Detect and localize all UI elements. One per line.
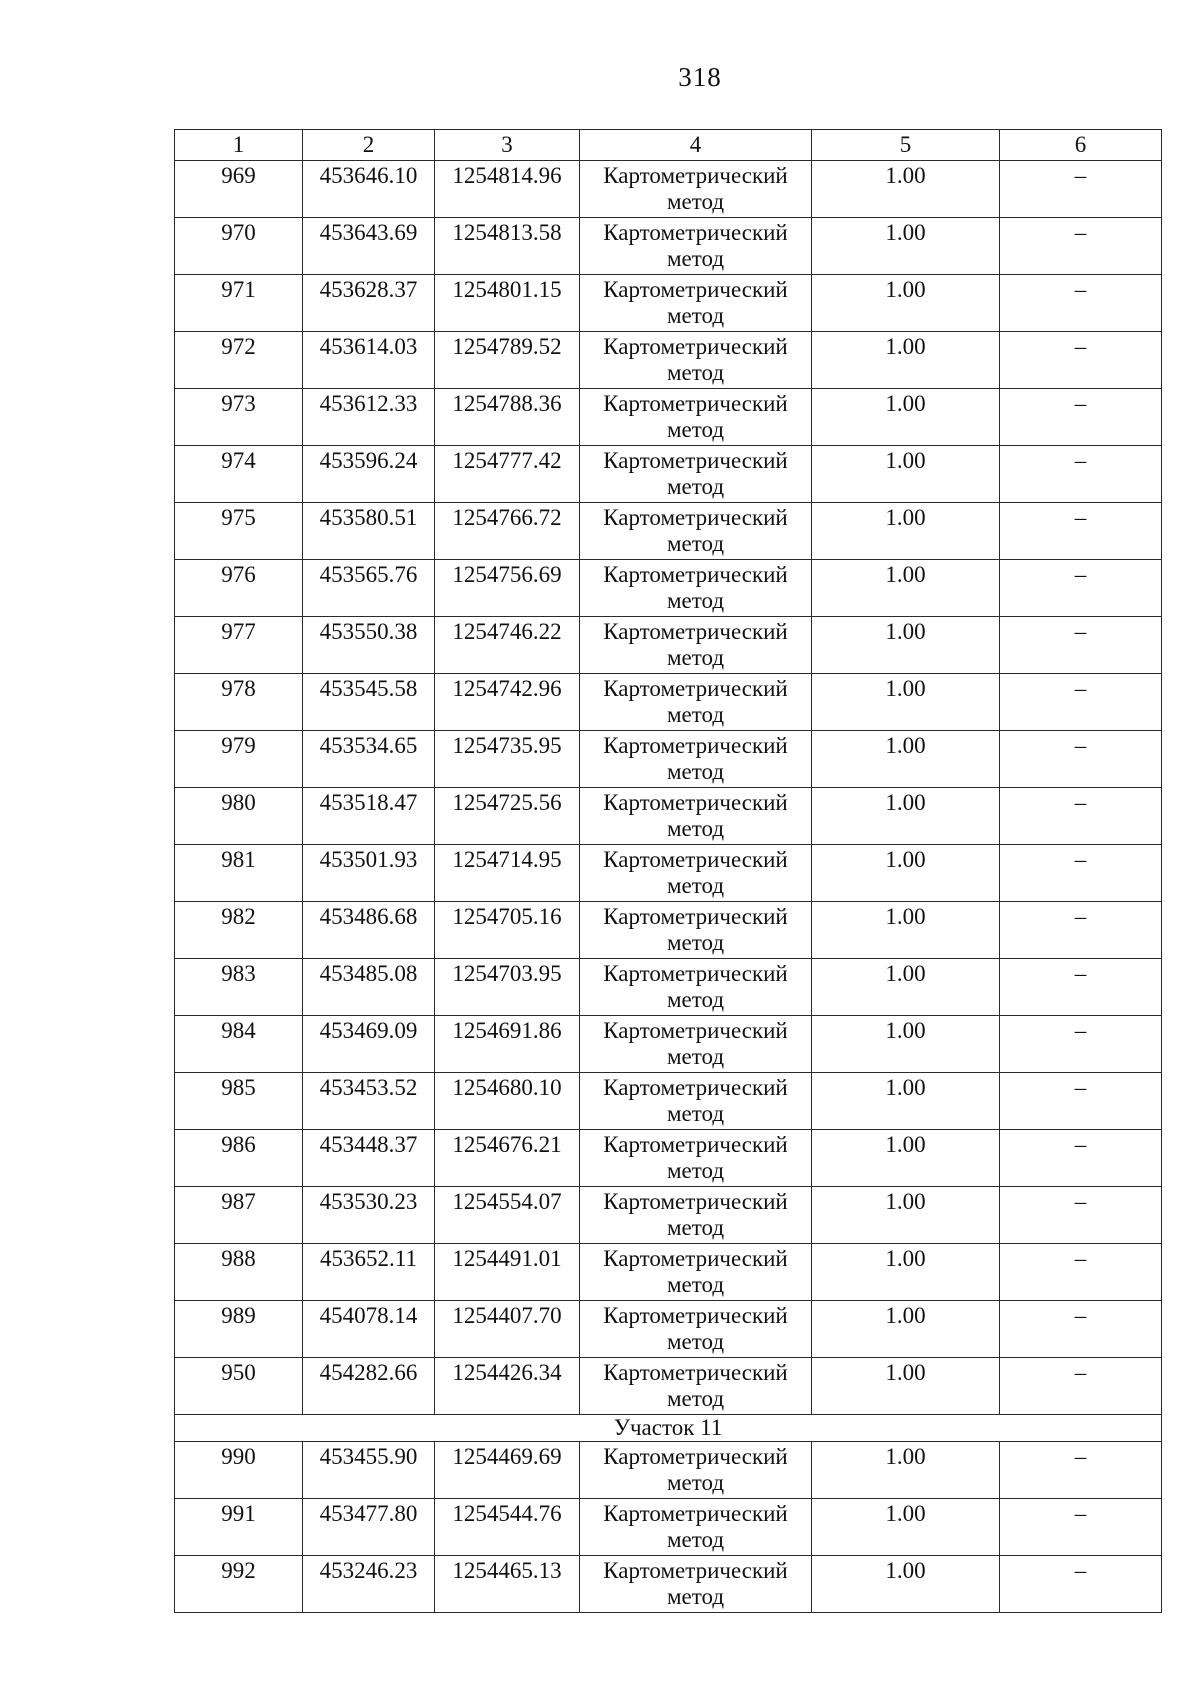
column-header: 4	[580, 130, 812, 161]
y-coordinate-cell: 1254777.42	[435, 446, 580, 503]
y-coordinate-cell: 1254813.58	[435, 218, 580, 275]
description-cell: –	[1000, 617, 1162, 674]
precision-cell: 1.00	[812, 788, 1000, 845]
method-cell	[580, 617, 812, 674]
description-cell: –	[1000, 788, 1162, 845]
x-coordinate-cell: 453486.68	[303, 902, 435, 959]
x-coordinate-cell: 453652.11	[303, 1244, 435, 1301]
y-coordinate-cell: 1254788.36	[435, 389, 580, 446]
precision-cell: 1.00	[812, 332, 1000, 389]
point-number-cell: 985	[175, 1073, 303, 1130]
method-line-1: Картометрический	[603, 733, 788, 758]
method-line-1: Картометрический	[603, 904, 788, 929]
description-cell: –	[1000, 1556, 1162, 1613]
y-coordinate-cell: 1254554.07	[435, 1187, 580, 1244]
point-number-cell: 976	[175, 560, 303, 617]
x-coordinate-cell: 453612.33	[303, 389, 435, 446]
point-number-cell: 971	[175, 275, 303, 332]
method-line-1: Картометрический	[603, 619, 788, 644]
description-cell: –	[1000, 902, 1162, 959]
point-number-cell: 987	[175, 1187, 303, 1244]
section-row	[175, 1415, 1162, 1442]
y-coordinate-cell: 1254705.16	[435, 902, 580, 959]
y-coordinate-cell: 1254746.22	[435, 617, 580, 674]
method-line-2: метод	[666, 930, 725, 955]
method-line-1: Картометрический	[603, 277, 788, 302]
method-cell	[580, 446, 812, 503]
precision-cell: 1.00	[812, 1301, 1000, 1358]
method-line-2: метод	[666, 189, 725, 214]
precision-cell: 1.00	[812, 731, 1000, 788]
table-row	[175, 1499, 1162, 1556]
x-coordinate-cell: 453485.08	[303, 959, 435, 1016]
description-cell: –	[1000, 389, 1162, 446]
precision-cell: 1.00	[812, 1499, 1000, 1556]
x-coordinate-cell: 453596.24	[303, 446, 435, 503]
method-line-1: Картометрический	[603, 562, 788, 587]
method-line-1: Картометрический	[603, 1360, 788, 1385]
x-coordinate-cell: 453580.51	[303, 503, 435, 560]
method-line-2: метод	[666, 1101, 725, 1126]
table-row	[175, 1073, 1162, 1130]
method-line-2: метод	[666, 1272, 725, 1297]
method-line-1: Картометрический	[603, 1075, 788, 1100]
y-coordinate-cell: 1254725.56	[435, 788, 580, 845]
table-row	[175, 731, 1162, 788]
precision-cell: 1.00	[812, 161, 1000, 218]
x-coordinate-cell: 453453.52	[303, 1073, 435, 1130]
precision-cell: 1.00	[812, 389, 1000, 446]
method-line-2: метод	[666, 1044, 725, 1069]
precision-cell: 1.00	[812, 1016, 1000, 1073]
method-line-2: метод	[666, 303, 725, 328]
precision-cell: 1.00	[812, 503, 1000, 560]
precision-cell: 1.00	[812, 560, 1000, 617]
precision-cell: 1.00	[812, 845, 1000, 902]
method-cell	[580, 560, 812, 617]
point-number-cell: 988	[175, 1244, 303, 1301]
point-number-cell: 969	[175, 161, 303, 218]
method-line-2: метод	[666, 987, 725, 1012]
method-line-2: метод	[666, 873, 725, 898]
point-number-cell: 990	[175, 1442, 303, 1499]
method-cell	[580, 1244, 812, 1301]
table-row	[175, 161, 1162, 218]
point-number-cell: 992	[175, 1556, 303, 1613]
method-cell	[580, 503, 812, 560]
precision-cell: 1.00	[812, 1073, 1000, 1130]
point-number-cell: 984	[175, 1016, 303, 1073]
method-line-1: Картометрический	[603, 220, 788, 245]
description-cell: –	[1000, 446, 1162, 503]
y-coordinate-cell: 1254426.34	[435, 1358, 580, 1415]
method-cell	[580, 161, 812, 218]
table-row	[175, 674, 1162, 731]
precision-cell: 1.00	[812, 902, 1000, 959]
x-coordinate-cell: 453534.65	[303, 731, 435, 788]
table-row	[175, 332, 1162, 389]
table-row	[175, 617, 1162, 674]
method-line-2: метод	[666, 702, 725, 727]
table-row	[175, 389, 1162, 446]
precision-cell: 1.00	[812, 446, 1000, 503]
table-row	[175, 275, 1162, 332]
x-coordinate-cell: 453565.76	[303, 560, 435, 617]
section-title: Участок 11	[175, 1415, 1162, 1442]
precision-cell: 1.00	[812, 1358, 1000, 1415]
method-line-1: Картометрический	[603, 1558, 788, 1583]
description-cell: –	[1000, 1244, 1162, 1301]
method-cell	[580, 959, 812, 1016]
method-cell	[580, 332, 812, 389]
y-coordinate-cell: 1254691.86	[435, 1016, 580, 1073]
point-number-cell: 982	[175, 902, 303, 959]
method-line-2: метод	[666, 1158, 725, 1183]
x-coordinate-cell: 453455.90	[303, 1442, 435, 1499]
method-line-2: метод	[666, 474, 725, 499]
point-number-cell: 973	[175, 389, 303, 446]
description-cell: –	[1000, 503, 1162, 560]
description-cell: –	[1000, 674, 1162, 731]
description-cell: –	[1000, 275, 1162, 332]
y-coordinate-cell: 1254703.95	[435, 959, 580, 1016]
point-number-cell: 983	[175, 959, 303, 1016]
y-coordinate-cell: 1254766.72	[435, 503, 580, 560]
table-row	[175, 1130, 1162, 1187]
method-cell	[580, 1499, 812, 1556]
method-line-2: метод	[666, 816, 725, 841]
description-cell: –	[1000, 1016, 1162, 1073]
method-line-2: метод	[666, 1329, 725, 1354]
method-line-1: Картометрический	[603, 1132, 788, 1157]
method-line-2: метод	[666, 1215, 725, 1240]
point-number-cell: 970	[175, 218, 303, 275]
method-cell	[580, 731, 812, 788]
table-row	[175, 1358, 1162, 1415]
table-row	[175, 788, 1162, 845]
method-cell	[580, 1442, 812, 1499]
y-coordinate-cell: 1254407.70	[435, 1301, 580, 1358]
precision-cell: 1.00	[812, 959, 1000, 1016]
table-row	[175, 560, 1162, 617]
table-row	[175, 1442, 1162, 1499]
table-row	[175, 902, 1162, 959]
description-cell: –	[1000, 731, 1162, 788]
table-row	[175, 1301, 1162, 1358]
description-cell: –	[1000, 1301, 1162, 1358]
method-line-2: метод	[666, 759, 725, 784]
method-line-1: Картометрический	[603, 1303, 788, 1328]
table-row	[175, 1016, 1162, 1073]
precision-cell: 1.00	[812, 275, 1000, 332]
precision-cell: 1.00	[812, 1442, 1000, 1499]
method-line-1: Картометрический	[603, 448, 788, 473]
method-line-1: Картометрический	[603, 1018, 788, 1043]
method-line-1: Картометрический	[603, 334, 788, 359]
method-line-2: метод	[666, 588, 725, 613]
method-cell	[580, 1073, 812, 1130]
table-row	[175, 446, 1162, 503]
column-header: 3	[435, 130, 580, 161]
table-row	[175, 1187, 1162, 1244]
method-line-1: Картометрический	[603, 163, 788, 188]
method-cell	[580, 1301, 812, 1358]
method-line-2: метод	[666, 531, 725, 556]
method-line-1: Картометрический	[603, 1444, 788, 1469]
x-coordinate-cell: 454078.14	[303, 1301, 435, 1358]
table-row	[175, 1244, 1162, 1301]
description-cell: –	[1000, 845, 1162, 902]
method-line-2: метод	[666, 1527, 725, 1552]
table-row	[175, 1556, 1162, 1613]
point-number-cell: 979	[175, 731, 303, 788]
method-cell	[580, 275, 812, 332]
y-coordinate-cell: 1254789.52	[435, 332, 580, 389]
column-header: 2	[303, 130, 435, 161]
method-cell	[580, 902, 812, 959]
method-line-1: Картометрический	[603, 505, 788, 530]
precision-cell: 1.00	[812, 1556, 1000, 1613]
x-coordinate-cell: 453545.58	[303, 674, 435, 731]
x-coordinate-cell: 453518.47	[303, 788, 435, 845]
x-coordinate-cell: 453530.23	[303, 1187, 435, 1244]
table-row	[175, 218, 1162, 275]
table-row	[175, 845, 1162, 902]
method-line-2: метод	[666, 246, 725, 271]
column-header: 1	[175, 130, 303, 161]
method-line-2: метод	[666, 645, 725, 670]
y-coordinate-cell: 1254714.95	[435, 845, 580, 902]
column-header: 5	[812, 130, 1000, 161]
x-coordinate-cell: 453501.93	[303, 845, 435, 902]
description-cell: –	[1000, 161, 1162, 218]
method-cell	[580, 218, 812, 275]
x-coordinate-cell: 454282.66	[303, 1358, 435, 1415]
header-row	[175, 130, 1162, 161]
description-cell: –	[1000, 1499, 1162, 1556]
method-cell	[580, 1130, 812, 1187]
method-line-2: метод	[666, 417, 725, 442]
description-cell: –	[1000, 218, 1162, 275]
method-cell	[580, 674, 812, 731]
description-cell: –	[1000, 1130, 1162, 1187]
description-cell: –	[1000, 1073, 1162, 1130]
description-cell: –	[1000, 332, 1162, 389]
y-coordinate-cell: 1254676.21	[435, 1130, 580, 1187]
coordinates-table	[174, 129, 1162, 1613]
precision-cell: 1.00	[812, 617, 1000, 674]
method-cell	[580, 1358, 812, 1415]
method-line-1: Картометрический	[603, 790, 788, 815]
precision-cell: 1.00	[812, 674, 1000, 731]
method-cell	[580, 1556, 812, 1613]
method-line-1: Картометрический	[603, 1189, 788, 1214]
method-cell	[580, 788, 812, 845]
description-cell: –	[1000, 1442, 1162, 1499]
method-line-2: метод	[666, 1470, 725, 1495]
point-number-cell: 980	[175, 788, 303, 845]
x-coordinate-cell: 453614.03	[303, 332, 435, 389]
precision-cell: 1.00	[812, 1244, 1000, 1301]
method-cell	[580, 1016, 812, 1073]
point-number-cell: 991	[175, 1499, 303, 1556]
x-coordinate-cell: 453477.80	[303, 1499, 435, 1556]
y-coordinate-cell: 1254465.13	[435, 1556, 580, 1613]
description-cell: –	[1000, 959, 1162, 1016]
column-header: 6	[1000, 130, 1162, 161]
method-line-1: Картометрический	[603, 961, 788, 986]
method-line-1: Картометрический	[603, 1246, 788, 1271]
table-row	[175, 959, 1162, 1016]
y-coordinate-cell: 1254680.10	[435, 1073, 580, 1130]
x-coordinate-cell: 453643.69	[303, 218, 435, 275]
point-number-cell: 977	[175, 617, 303, 674]
y-coordinate-cell: 1254756.69	[435, 560, 580, 617]
description-cell: –	[1000, 1358, 1162, 1415]
description-cell: –	[1000, 560, 1162, 617]
point-number-cell: 978	[175, 674, 303, 731]
precision-cell: 1.00	[812, 1130, 1000, 1187]
method-cell	[580, 1187, 812, 1244]
table-body	[175, 161, 1162, 1613]
method-cell	[580, 389, 812, 446]
point-number-cell: 981	[175, 845, 303, 902]
point-number-cell: 950	[175, 1358, 303, 1415]
y-coordinate-cell: 1254544.76	[435, 1499, 580, 1556]
table-header	[175, 130, 1162, 161]
method-line-2: метод	[666, 1386, 725, 1411]
x-coordinate-cell: 453469.09	[303, 1016, 435, 1073]
y-coordinate-cell: 1254491.01	[435, 1244, 580, 1301]
method-line-2: метод	[666, 1584, 725, 1609]
description-cell: –	[1000, 1187, 1162, 1244]
method-line-1: Картометрический	[603, 676, 788, 701]
y-coordinate-cell: 1254801.15	[435, 275, 580, 332]
x-coordinate-cell: 453448.37	[303, 1130, 435, 1187]
x-coordinate-cell: 453628.37	[303, 275, 435, 332]
method-line-2: метод	[666, 360, 725, 385]
precision-cell: 1.00	[812, 218, 1000, 275]
point-number-cell: 974	[175, 446, 303, 503]
x-coordinate-cell: 453246.23	[303, 1556, 435, 1613]
y-coordinate-cell: 1254469.69	[435, 1442, 580, 1499]
table-row	[175, 503, 1162, 560]
y-coordinate-cell: 1254814.96	[435, 161, 580, 218]
method-line-1: Картометрический	[603, 1501, 788, 1526]
point-number-cell: 986	[175, 1130, 303, 1187]
x-coordinate-cell: 453550.38	[303, 617, 435, 674]
point-number-cell: 989	[175, 1301, 303, 1358]
point-number-cell: 975	[175, 503, 303, 560]
method-line-1: Картометрический	[603, 847, 788, 872]
method-cell	[580, 845, 812, 902]
point-number-cell: 972	[175, 332, 303, 389]
page-number: 318	[678, 62, 722, 92]
precision-cell: 1.00	[812, 1187, 1000, 1244]
x-coordinate-cell: 453646.10	[303, 161, 435, 218]
y-coordinate-cell: 1254735.95	[435, 731, 580, 788]
y-coordinate-cell: 1254742.96	[435, 674, 580, 731]
method-line-1: Картометрический	[603, 391, 788, 416]
